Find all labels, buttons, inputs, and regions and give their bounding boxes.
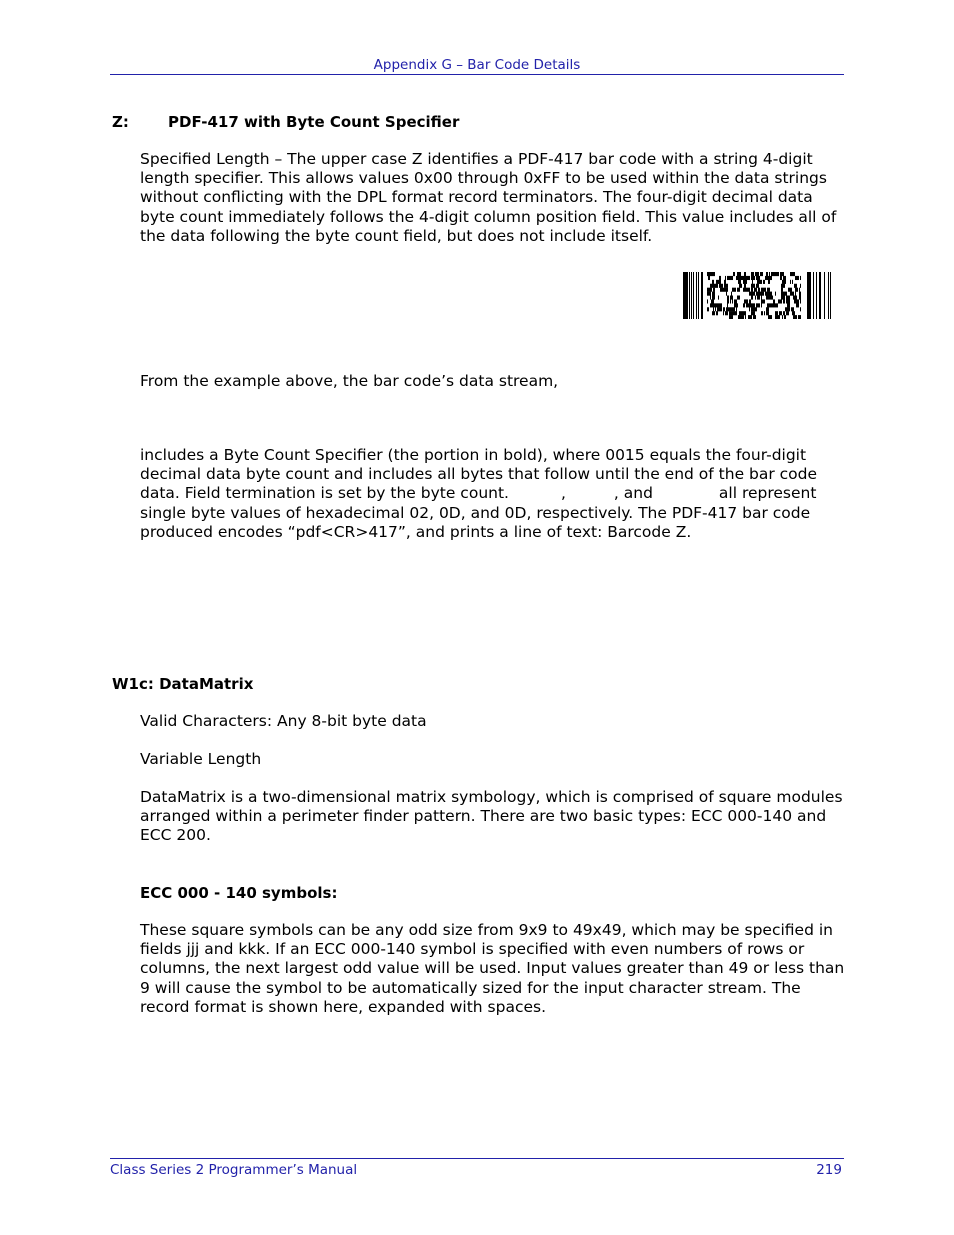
barcode-module	[712, 296, 713, 300]
barcode-module	[786, 296, 790, 300]
barcode-module	[756, 292, 760, 296]
z-paragraph-3-part-b: all represent single byte values of hexadecimal 02, 0D, and 0D, respectively. The PDF-417 bar code produced encodes “pdf<CR>417”, and prints a line of text: Barcode Z.	[140, 484, 817, 541]
barcode-module	[795, 299, 799, 303]
barcode-module	[790, 272, 791, 276]
barcode-module	[747, 288, 750, 292]
barcode-module	[749, 307, 750, 311]
barcode-stop-bar	[819, 272, 821, 319]
barcode-module	[724, 284, 728, 288]
barcode-module	[733, 272, 735, 276]
barcode-module	[779, 311, 782, 315]
barcode-module	[748, 303, 751, 307]
barcode-module	[707, 288, 709, 292]
barcode-module	[707, 299, 708, 303]
barcode-module	[756, 303, 760, 307]
barcode-module	[716, 280, 718, 284]
footer-rule	[110, 1158, 844, 1159]
barcode-module	[731, 307, 735, 311]
barcode-start-bar	[696, 272, 697, 319]
barcode-module	[739, 284, 742, 288]
barcode-module	[714, 284, 718, 288]
barcode-module	[765, 276, 768, 280]
barcode-module	[737, 296, 740, 300]
barcode-module	[767, 303, 770, 307]
header-rule	[110, 74, 844, 75]
barcode-module	[729, 315, 733, 319]
barcode-module	[737, 272, 738, 276]
barcode-module	[798, 315, 801, 319]
barcode-module	[763, 280, 765, 284]
barcode-module	[786, 311, 789, 315]
barcode-module	[781, 284, 783, 288]
barcode-module	[800, 276, 801, 280]
barcode-module	[786, 299, 790, 303]
barcode-module	[796, 296, 797, 300]
barcode-module	[744, 276, 748, 280]
barcode-module	[774, 272, 778, 276]
barcode-module	[725, 288, 728, 292]
barcode-module	[731, 292, 732, 296]
barcode-module	[736, 276, 740, 280]
barcode-stop-bar	[816, 272, 817, 319]
barcode-module	[766, 311, 769, 315]
barcode-module	[723, 307, 725, 311]
barcode-module	[761, 288, 764, 292]
barcode-module	[781, 296, 785, 300]
barcode-start-bar	[691, 272, 692, 319]
z-paragraph-3	[140, 446, 850, 542]
barcode-module	[761, 311, 763, 315]
barcode-module	[714, 303, 718, 307]
barcode-module	[734, 311, 737, 315]
barcode-module	[739, 311, 743, 315]
barcode-module	[785, 276, 786, 280]
barcode-module	[755, 272, 759, 276]
barcode-module	[761, 299, 765, 303]
barcode-module	[799, 292, 801, 296]
barcode-module	[778, 299, 782, 303]
barcode-module	[795, 292, 796, 296]
barcode-module	[713, 296, 715, 300]
barcode-start-bar	[689, 272, 690, 319]
barcode-module	[785, 307, 789, 311]
z-paragraph-3-part-a: includes a Byte Count Specifier (the portion in bold), where 0015 equals the four-digit decimal data byte count and includes all bytes that follow until the end of the bar code data. Field termination is set by the byte count.	[140, 446, 818, 503]
barcode-module	[711, 272, 713, 276]
barcode-start-bar	[698, 272, 699, 319]
barcode-module	[743, 303, 745, 307]
barcode-module	[725, 311, 727, 315]
barcode-module	[795, 276, 799, 280]
barcode-module	[753, 307, 757, 311]
w1c-description: DataMatrix is a two-dimensional matrix symbology, which is comprised of square modules arranged within a perimeter finder pattern. There are two basic types: ECC 000-140 and ECC 200.	[140, 788, 843, 845]
barcode-module	[718, 280, 721, 284]
barcode-module	[791, 272, 795, 276]
barcode-module	[775, 315, 776, 319]
z-section-title: PDF-417 with Byte Count Specifier	[168, 113, 460, 131]
barcode-module	[716, 311, 718, 315]
barcode-module	[726, 292, 727, 296]
barcode-module	[732, 311, 734, 315]
barcode-module	[713, 288, 715, 292]
barcode-module	[800, 307, 801, 311]
barcode-stop-bar	[807, 272, 811, 319]
barcode-module	[794, 299, 795, 303]
barcode-start-bar	[701, 272, 703, 319]
barcode-module	[753, 315, 756, 319]
barcode-module	[736, 307, 737, 311]
barcode-module	[790, 280, 791, 284]
barcode-module	[765, 292, 769, 296]
barcode-module	[793, 296, 796, 300]
barcode-module	[767, 288, 770, 292]
barcode-module	[710, 296, 711, 300]
barcode-module	[787, 303, 790, 307]
barcode-module	[752, 280, 753, 284]
barcode-module	[748, 276, 750, 280]
barcode-module	[770, 303, 774, 307]
barcode-module	[709, 288, 712, 292]
w1c-length: Variable Length	[140, 750, 262, 768]
barcode-module	[776, 315, 780, 319]
barcode-module	[761, 296, 762, 300]
barcode-module	[789, 307, 790, 311]
barcode-module	[743, 280, 747, 284]
barcode-module	[724, 280, 725, 284]
barcode-module	[794, 284, 797, 288]
barcode-module	[764, 288, 766, 292]
barcode-module	[715, 307, 716, 311]
barcode-module	[773, 299, 775, 303]
barcode-module	[751, 303, 755, 307]
barcode-module	[749, 292, 752, 296]
barcode-module	[731, 276, 733, 280]
barcode-module	[781, 272, 784, 276]
barcode-module	[707, 307, 708, 311]
barcode-module	[799, 296, 801, 300]
barcode-module	[768, 276, 772, 280]
ecc-subsection-title: ECC 000 - 140 symbols:	[140, 884, 338, 902]
barcode-module	[727, 276, 731, 280]
pdf417-barcode-image	[683, 272, 831, 319]
barcode-module	[744, 299, 748, 303]
barcode-module	[782, 315, 783, 319]
barcode-module	[712, 280, 714, 284]
z-paragraph-2: From the example above, the bar code’s data stream,	[140, 372, 559, 390]
z-section-label: Z:	[112, 113, 129, 131]
barcode-module	[751, 276, 755, 280]
barcode-module	[764, 311, 765, 315]
barcode-module	[726, 307, 730, 311]
barcode-module	[730, 307, 731, 311]
barcode-module	[784, 315, 786, 319]
barcode-module	[732, 288, 736, 292]
barcode-module	[771, 272, 773, 276]
barcode-module	[751, 272, 754, 276]
barcode-module	[745, 315, 746, 319]
barcode-module	[793, 315, 797, 319]
barcode-stop-bar	[813, 272, 814, 319]
barcode-module	[743, 311, 746, 315]
barcode-module	[766, 307, 769, 311]
barcode-module	[752, 292, 755, 296]
barcode-module	[783, 284, 785, 288]
barcode-module	[773, 272, 774, 276]
barcode-module	[751, 284, 753, 288]
barcode-module	[775, 311, 778, 315]
barcode-module	[751, 307, 753, 311]
barcode-module	[751, 311, 753, 315]
barcode-module	[751, 296, 753, 300]
barcode-module	[718, 296, 719, 300]
z-paragraph-3-comma: ,	[560, 484, 566, 503]
barcode-module	[792, 311, 795, 315]
barcode-module	[730, 296, 733, 300]
barcode-module	[783, 299, 785, 303]
barcode-module	[738, 315, 741, 319]
barcode-module	[707, 292, 711, 296]
barcode-module	[766, 296, 767, 300]
barcode-module	[785, 292, 787, 296]
barcode-module	[727, 303, 728, 307]
barcode-module	[734, 299, 737, 303]
barcode-module	[741, 315, 743, 319]
barcode-module	[734, 303, 738, 307]
barcode-module	[800, 284, 801, 288]
barcode-module	[757, 296, 760, 300]
barcode-module	[712, 292, 715, 296]
barcode-module	[755, 296, 756, 300]
barcode-module	[781, 292, 785, 296]
barcode-module	[729, 311, 732, 315]
barcode-module	[718, 303, 722, 307]
barcode-module	[759, 276, 760, 280]
barcode-module	[723, 311, 724, 315]
barcode-module	[781, 288, 783, 292]
barcode-module	[708, 276, 709, 280]
barcode-module	[769, 272, 770, 276]
barcode-module	[724, 288, 725, 292]
barcode-module	[774, 303, 778, 307]
barcode-module	[710, 284, 714, 288]
barcode-module	[757, 280, 760, 284]
barcode-module	[754, 288, 757, 292]
barcode-module	[725, 280, 726, 284]
ecc-paragraph: These square symbols can be any odd size from 9x9 to 49x49, which may be specified in fields jjj and kkk. If an ECC 000-140 symbol is specified with even numbers of rows or columns, the next largest odd value will be used. Input values greater than 49 or less than 9 will cause the symbol to be automatically sized for the input character stream. The record format is shown here, expanded with spaces.	[140, 921, 845, 1016]
barcode-module	[743, 288, 747, 292]
barcode-module	[744, 272, 746, 276]
barcode-module	[738, 280, 741, 284]
barcode-module	[749, 299, 751, 303]
page-header: Appendix G – Bar Code Details	[373, 57, 581, 73]
barcode-module	[790, 292, 794, 296]
barcode-module	[710, 303, 714, 307]
barcode-module	[788, 288, 792, 292]
barcode-module	[792, 280, 793, 284]
barcode-module	[725, 276, 726, 280]
barcode-module	[719, 284, 723, 288]
footer-manual-title: Class Series 2 Programmer’s Manual	[110, 1162, 358, 1178]
barcode-module	[783, 276, 785, 280]
barcode-module	[756, 276, 759, 280]
z-paragraph-1: Specified Length – The upper case Z identifies a PDF-417 bar code with a string 4-digit length specifier. This allows values 0x00 through 0xFF to be used within the data strings without conflicting with the DPL format record terminators. The four-digit decimal data byte count immediately follows the 4-digit column position field. This value includes all of the data following the byte count field, but does not include itself.	[140, 150, 837, 245]
w1c-valid-characters: Valid Characters: Any 8-bit byte data	[140, 712, 427, 730]
z-paragraph-3-and: , and	[613, 484, 653, 503]
barcode-stop-bar	[824, 272, 825, 319]
barcode-module	[760, 280, 762, 284]
barcode-stop-bar	[830, 272, 831, 319]
barcode-module	[780, 272, 781, 276]
barcode-module	[738, 272, 741, 276]
barcode-module	[727, 299, 729, 303]
barcode-module	[796, 303, 799, 307]
barcode-module	[737, 288, 740, 292]
barcode-module	[707, 272, 711, 276]
barcode-module	[758, 288, 760, 292]
barcode-module	[782, 280, 786, 284]
barcode-module	[760, 292, 764, 296]
w1c-section-title: W1c: DataMatrix	[112, 675, 254, 693]
barcode-module	[727, 311, 728, 315]
barcode-module	[766, 272, 768, 276]
barcode-module	[743, 315, 744, 319]
barcode-module	[720, 307, 722, 311]
barcode-start-bar	[683, 272, 688, 319]
barcode-start-bar	[693, 272, 694, 319]
barcode-module	[753, 284, 755, 288]
footer-page-number: 219	[816, 1162, 842, 1178]
barcode-module	[740, 276, 744, 280]
barcode-module	[770, 296, 773, 300]
barcode-module	[783, 311, 785, 315]
barcode-module	[768, 315, 772, 319]
barcode-module	[799, 288, 800, 292]
barcode-module	[753, 311, 755, 315]
barcode-module	[730, 299, 731, 303]
barcode-module	[768, 280, 770, 284]
barcode-module	[711, 299, 714, 303]
barcode-module	[708, 307, 709, 311]
barcode-module	[758, 284, 759, 288]
barcode-module	[727, 296, 729, 300]
barcode-module	[778, 272, 779, 276]
barcode-stop-bar	[828, 272, 829, 319]
barcode-module	[719, 276, 721, 280]
barcode-module	[756, 284, 758, 288]
barcode-module	[712, 311, 715, 315]
barcode-module	[713, 307, 714, 311]
barcode-module	[720, 288, 724, 292]
barcode-module	[713, 272, 715, 276]
barcode-module	[746, 303, 748, 307]
barcode-module	[744, 284, 746, 288]
barcode-module	[767, 296, 770, 300]
barcode-module	[751, 288, 753, 292]
barcode-module	[800, 299, 801, 303]
barcode-module	[795, 288, 798, 292]
barcode-module	[748, 315, 752, 319]
barcode-module	[717, 307, 720, 311]
barcode-module	[769, 292, 772, 296]
barcode-module	[732, 299, 733, 303]
barcode-module	[791, 307, 794, 311]
barcode-module	[780, 276, 782, 280]
barcode-module	[761, 303, 762, 307]
barcode-module	[760, 272, 763, 276]
barcode-module	[709, 276, 710, 280]
barcode-module	[775, 292, 776, 296]
